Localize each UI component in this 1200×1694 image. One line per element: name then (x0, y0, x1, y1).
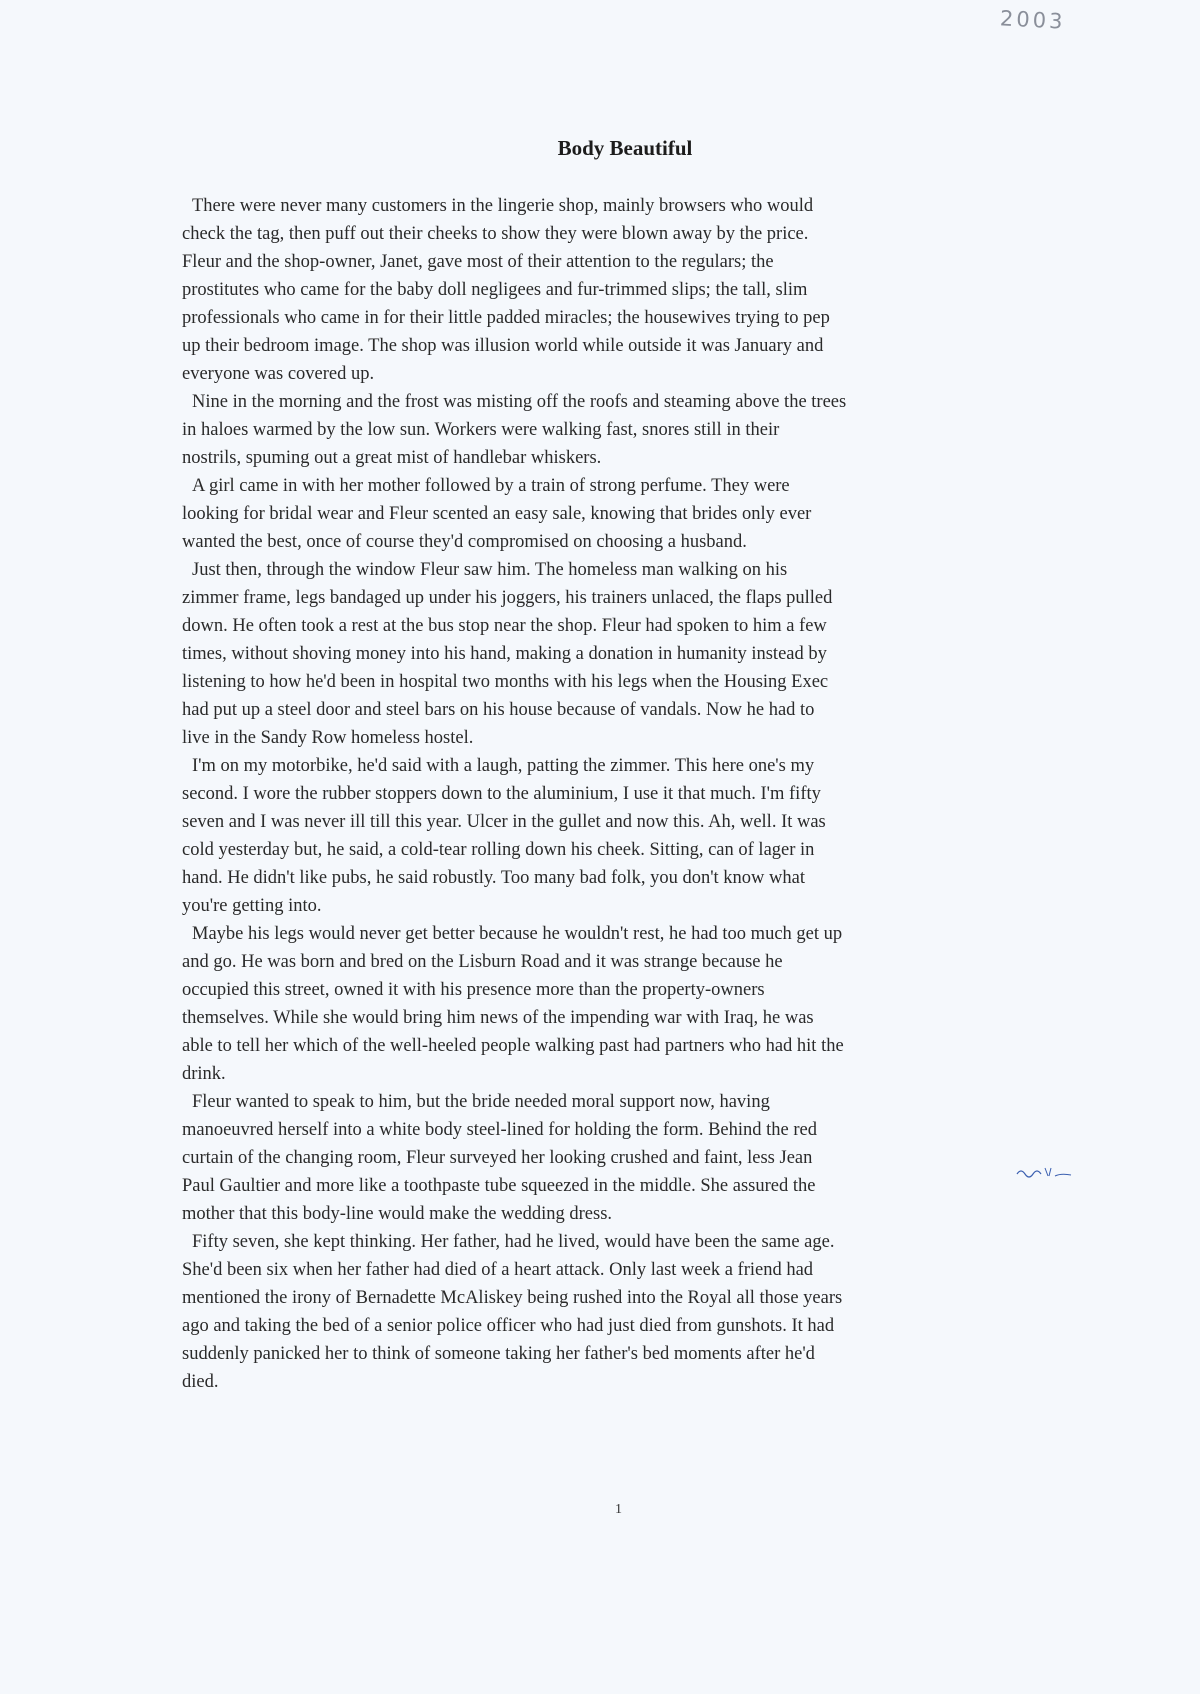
text-line: looking for bridal wear and Fleur scented an easy sale, knowing that brides only ever (182, 504, 812, 524)
text-line: zimmer frame, legs bandaged up under his joggers, his trainers unlaced, the flaps pulled (182, 588, 833, 608)
story-body (182, 192, 1062, 1396)
text-line: professionals who came in for their little padded miracles; the housewives trying to pep (182, 308, 830, 328)
text-line: wanted the best, once of course they'd compromised on choosing a husband. (182, 532, 747, 552)
text-line: Maybe his legs would never get better because he wouldn't rest, he had too much get up (192, 924, 843, 944)
text-line: ago and taking the bed of a senior police officer who had just died from gunshots. It had (182, 1316, 835, 1336)
text-line: died. (182, 1372, 219, 1392)
handwritten-year: 2003 (999, 6, 1067, 34)
text-line: second. I wore the rubber stoppers down to the aluminium, I use it that much. I'm fifty (182, 784, 821, 804)
text-line: listening to how he'd been in hospital two months with his legs when the Housing Exec (182, 672, 829, 692)
text-line: Fleur wanted to speak to him, but the bride needed moral support now, having (192, 1092, 770, 1112)
text-line: able to tell her which of the well-heeled people walking past had partners who had hit the (182, 1036, 844, 1056)
text-line: A girl came in with her mother followed by a train of strong perfume. They were (192, 476, 790, 496)
handwritten-margin-note (1015, 1162, 1075, 1182)
text-line: mentioned the irony of Bernadette McAliskey being rushed into the Royal all those years (182, 1288, 843, 1308)
text-line: Just then, through the window Fleur saw him. The homeless man walking on his (192, 560, 788, 580)
text-line: everyone was covered up. (182, 364, 375, 384)
text-line: suddenly panicked her to think of someone taking her father's bed moments after he'd (182, 1344, 815, 1364)
text-line: manoeuvred herself into a white body steel-lined for holding the form. Behind the red (182, 1120, 817, 1140)
text-line: occupied this street, owned it with his presence more than the property-owners (182, 980, 765, 1000)
text-line: prostitutes who came for the baby doll negligees and fur-trimmed slips; the tall, slim (182, 280, 808, 300)
text-line: Paul Gaultier and more like a toothpaste tube squeezed in the middle. She assured the (182, 1176, 816, 1196)
text-line: There were never many customers in the lingerie shop, mainly browsers who would (192, 196, 814, 216)
page-title: Body Beautiful (557, 136, 693, 160)
text-line: down. He often took a rest at the bus stop near the shop. Fleur had spoken to him a few (182, 616, 827, 636)
text-line: cold yesterday but, he said, a cold-tear rolling down his cheek. Sitting, can of lager in (182, 840, 815, 860)
text-line: mother that this body-line would make the wedding dress. (182, 1204, 613, 1224)
text-line: drink. (182, 1064, 226, 1084)
page-number: 1 (615, 1502, 622, 1517)
text-line: in haloes warmed by the low sun. Workers were walking fast, snores still in their (182, 420, 780, 440)
text-line: hand. He didn't like pubs, he said robustly. Too many bad folk, you don't know what (182, 868, 805, 888)
text-line: nostrils, spuming out a great mist of handlebar whiskers. (182, 448, 602, 468)
text-line: check the tag, then puff out their cheeks to show they were blown away by the price. (182, 224, 809, 244)
text-line: times, without shoving money into his hand, making a donation in humanity instead by (182, 644, 827, 664)
text-line: curtain of the changing room, Fleur surveyed her looking crushed and faint, less Jean (182, 1148, 813, 1168)
text-line: Nine in the morning and the frost was misting off the roofs and steaming above the trees (192, 392, 847, 412)
text-line: had put up a steel door and steel bars on his house because of vandals. Now he had to (182, 700, 815, 720)
text-line: She'd been six when her father had died of a heart attack. Only last week a friend had (182, 1260, 814, 1280)
text-line: up their bedroom image. The shop was illusion world while outside it was January and (182, 336, 824, 356)
text-line: live in the Sandy Row homeless hostel. (182, 728, 474, 748)
text-line: themselves. While she would bring him news of the impending war with Iraq, he was (182, 1008, 814, 1028)
text-line: Fifty seven, she kept thinking. Her father, had he lived, would have been the same age. (192, 1232, 835, 1252)
text-line: I'm on my motorbike, he'd said with a laugh, patting the zimmer. This here one's my (192, 756, 815, 776)
text-line: Fleur and the shop-owner, Janet, gave most of their attention to the regulars; the (182, 252, 774, 272)
text-line: seven and I was never ill till this year. Ulcer in the gullet and now this. Ah, well. It was (182, 812, 826, 832)
text-line: you're getting into. (182, 896, 322, 916)
text-line: and go. He was born and bred on the Lisburn Road and it was strange because he (182, 952, 783, 972)
